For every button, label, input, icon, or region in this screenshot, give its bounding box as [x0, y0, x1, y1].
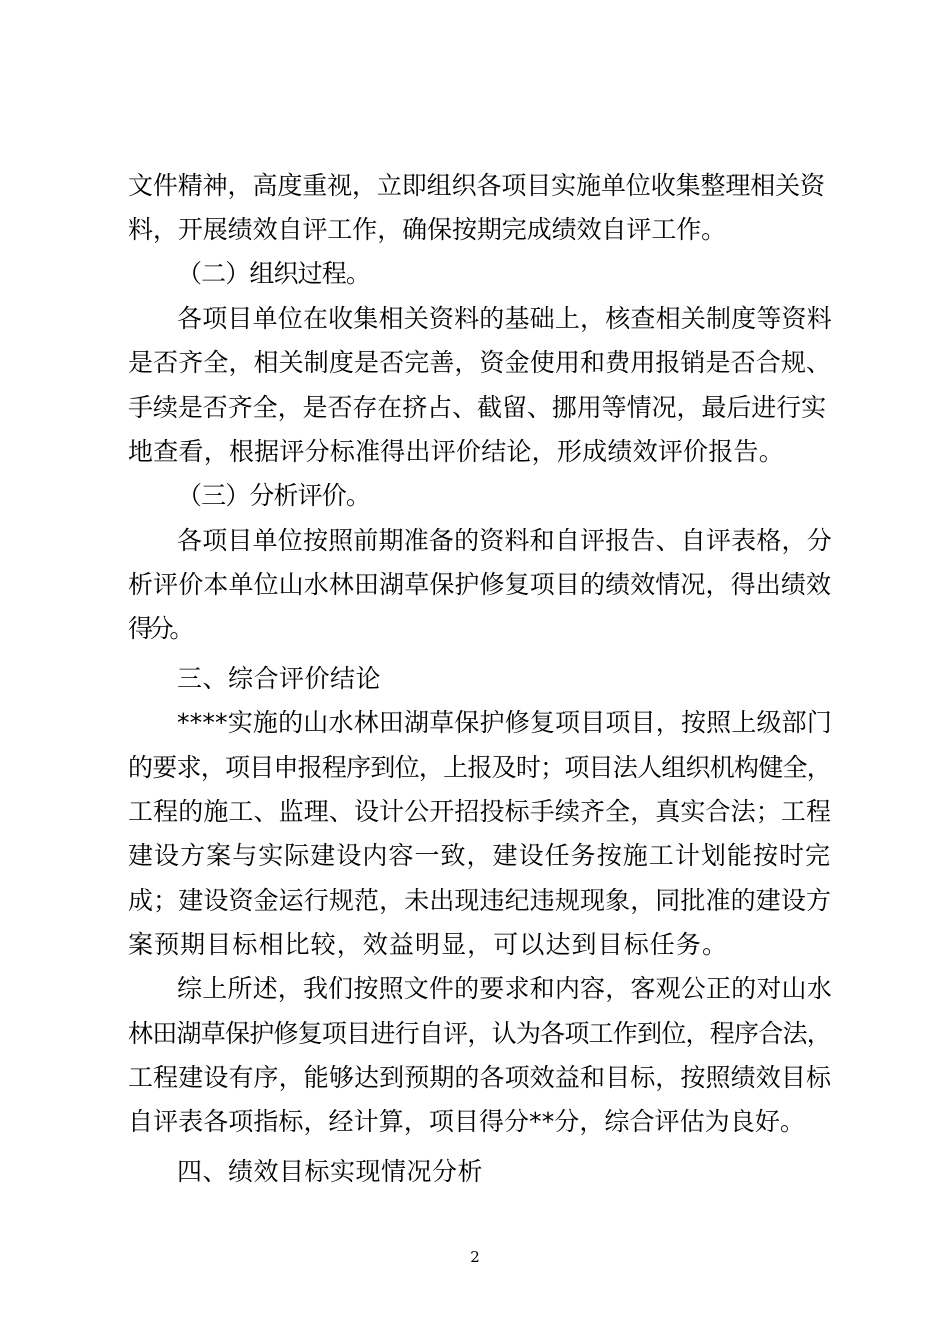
text-line	[0, 343, 950, 383]
line-text: 林田湖草保护修复项目进行自评，认为各项工作到位，程序合法，	[128, 1019, 831, 1048]
line-text: 的要求，项目申报程序到位，上报及时；项目法人组织机构健全，	[128, 753, 831, 782]
page-number: 2	[470, 1248, 480, 1266]
line-text: 各项目单位按照前期准备的资料和自评报告、自评表格，分	[177, 526, 832, 555]
text-line	[0, 925, 950, 965]
section-heading	[0, 254, 950, 294]
line-text: 工程建设有序，能够达到预期的各项效益和目标，按照绩效目标	[128, 1063, 832, 1092]
line-text: （二）组织过程。	[177, 259, 370, 288]
text-line	[0, 210, 950, 250]
line-text: 案预期目标相比较，效益明显，可以达到目标任务。	[128, 930, 729, 959]
text-line	[0, 1102, 950, 1142]
line-text: 手续是否齐全，是否存在挤占、截留、挪用等情况，最后进行实	[128, 393, 827, 422]
section-heading	[0, 1152, 950, 1192]
text-line	[0, 388, 950, 428]
line-text: 地查看，根据评分标准得出评价结论，形成绩效评价报告。	[128, 437, 784, 466]
line-text: 是否齐全，相关制度是否完善，资金使用和费用报销是否合规、	[128, 348, 832, 377]
text-line	[0, 792, 950, 832]
text-line	[0, 1058, 950, 1098]
text-line	[0, 609, 950, 649]
line-text: 料，开展绩效自评工作，确保按期完成绩效自评工作。	[128, 215, 727, 244]
text-line	[0, 881, 950, 921]
line-text: 文件精神，高度重视，立即组织各项目实施单位收集整理相关资	[128, 171, 825, 200]
text-line	[0, 748, 950, 788]
line-text: ****实施的山水林田湖草保护修复项目项目，按照上级部门	[177, 708, 833, 737]
line-text: 四、绩效目标实现情况分析	[177, 1157, 484, 1186]
line-text: 工程的施工、监理、设计公开招投标手续齐全，真实合法；工程	[128, 797, 832, 826]
text-line	[0, 969, 950, 1009]
line-text: 综上所述，我们按照文件的要求和内容，客观公正的对山水	[177, 974, 832, 1003]
text-line	[0, 565, 950, 605]
text-line	[0, 836, 950, 876]
text-line	[0, 432, 950, 472]
line-text: 析评价本单位山水林田湖草保护修复项目的绩效情况，得出绩效	[128, 570, 832, 599]
text-line	[0, 166, 950, 206]
section-heading	[0, 476, 950, 516]
line-text: 三、综合评价结论	[177, 664, 382, 693]
line-text: 得分。	[128, 614, 190, 643]
text-line	[0, 299, 950, 339]
text-line	[0, 1014, 950, 1054]
text-line	[0, 703, 950, 743]
line-text: 自评表各项指标，经计算，项目得分**分，综合评估为良好。	[128, 1107, 805, 1136]
line-text: （三）分析评价。	[177, 481, 370, 510]
line-text: 建设方案与实际建设内容一致，建设任务按施工计划能按时完	[128, 841, 832, 870]
line-text: 成；建设资金运行规范，未出现违纪违规现象，同批准的建设方	[128, 886, 832, 915]
text-line	[0, 521, 950, 561]
line-text: 各项目单位在收集相关资料的基础上，核查相关制度等资料	[177, 304, 832, 333]
section-heading	[0, 659, 950, 699]
